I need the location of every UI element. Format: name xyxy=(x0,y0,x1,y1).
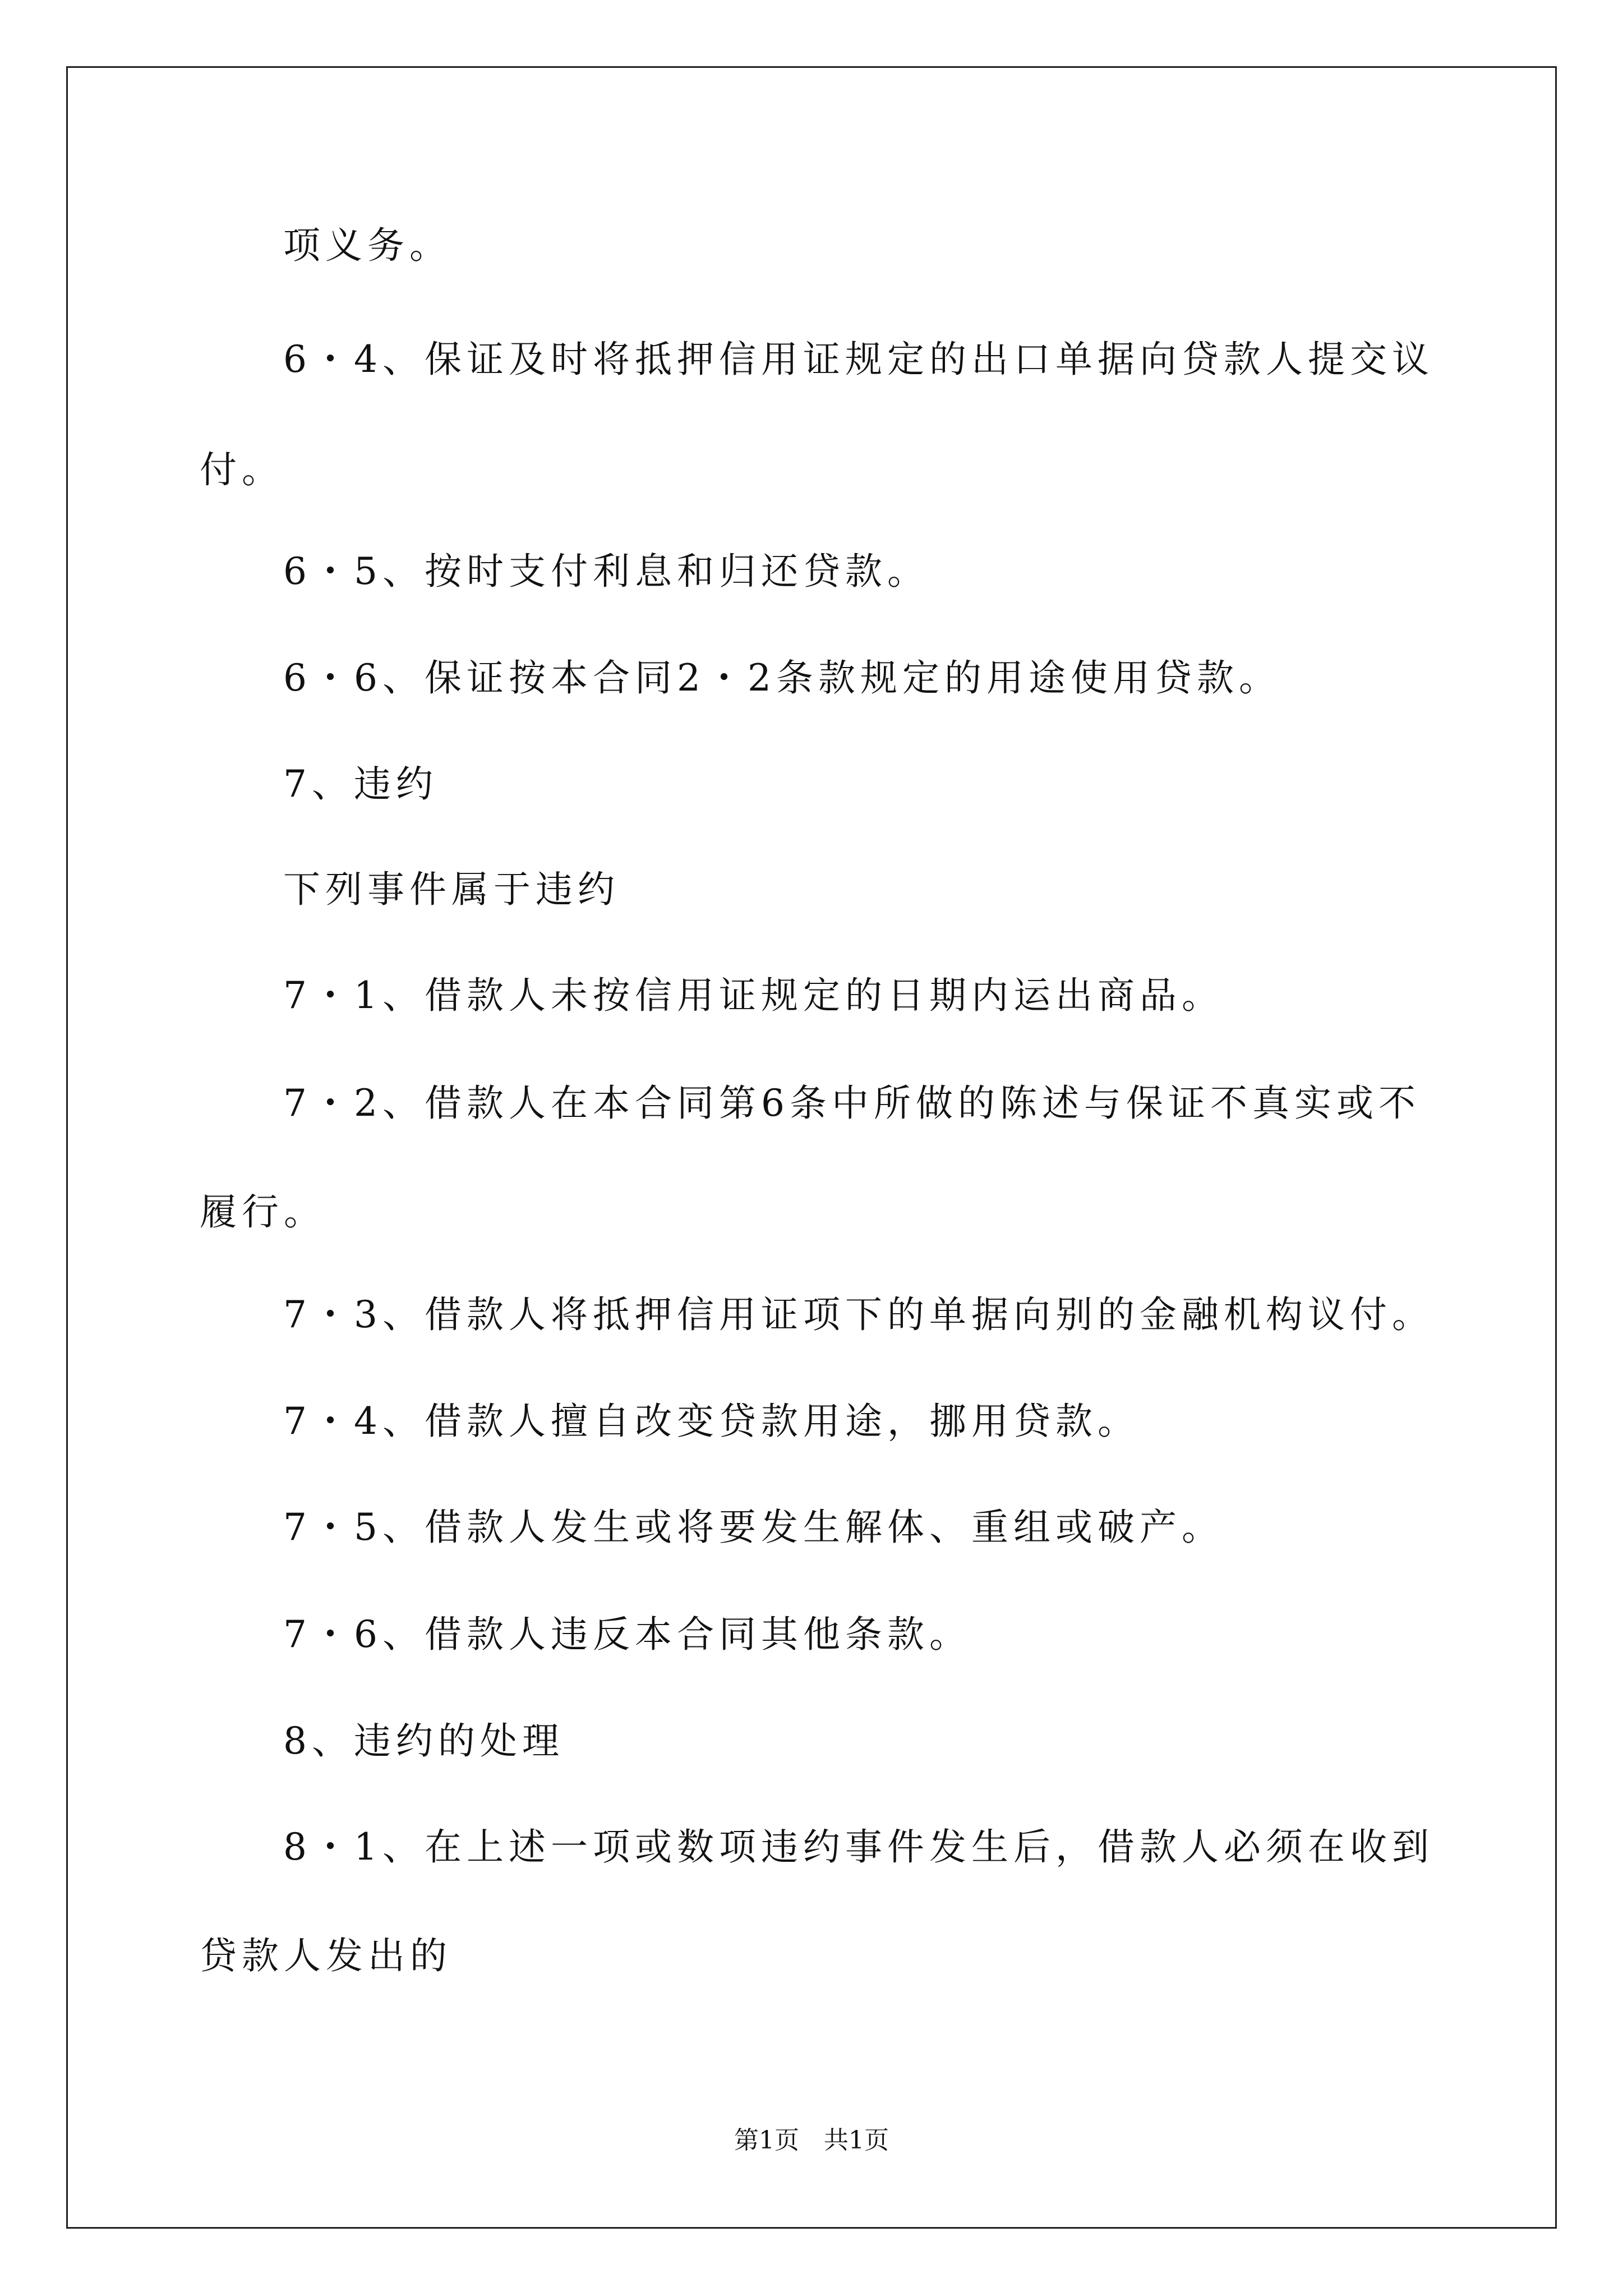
paragraph-line: 6・4、保证及时将抵押信用证规定的出口单据向贷款人提交议 xyxy=(283,338,1434,381)
paragraph-line: 7・4、借款人擅自改变贷款用途，挪用贷款。 xyxy=(283,1400,1140,1443)
paragraph-line: 8・1、在上述一项或数项违约事件发生后，借款人必须在收到 xyxy=(283,1825,1434,1869)
paragraph-line: 项义务。 xyxy=(283,224,451,267)
paragraph-line: 8、违约的处理 xyxy=(283,1719,564,1763)
paragraph-line: 履行。 xyxy=(200,1190,326,1234)
page-number-footer: 第1页 共1页 xyxy=(734,2126,889,2155)
paragraph-line: 贷款人发出的 xyxy=(200,1934,452,1977)
paragraph-line: 付。 xyxy=(200,448,284,491)
paragraph-line: 7・2、借款人在本合同第6条中所做的陈述与保证不真实或不 xyxy=(283,1082,1421,1125)
paragraph-line: 7、违约 xyxy=(283,762,438,806)
paragraph-line: 7・5、借款人发生或将要发生解体、重组或破产。 xyxy=(283,1506,1224,1549)
paragraph-line: 6・6、保证按本合同2・2条款规定的用途使用贷款。 xyxy=(283,656,1281,700)
paragraph-line: 7・3、借款人将抵押信用证项下的单据向别的金融机构议付。 xyxy=(283,1293,1434,1336)
paragraph-line: 下列事件属于违约 xyxy=(283,868,620,911)
paragraph-line: 6・5、按时支付利息和归还贷款。 xyxy=(283,550,929,593)
paragraph-line: 7・6、借款人违反本合同其他条款。 xyxy=(283,1613,971,1656)
paragraph-line: 7・1、借款人未按信用证规定的日期内运出商品。 xyxy=(283,974,1224,1017)
